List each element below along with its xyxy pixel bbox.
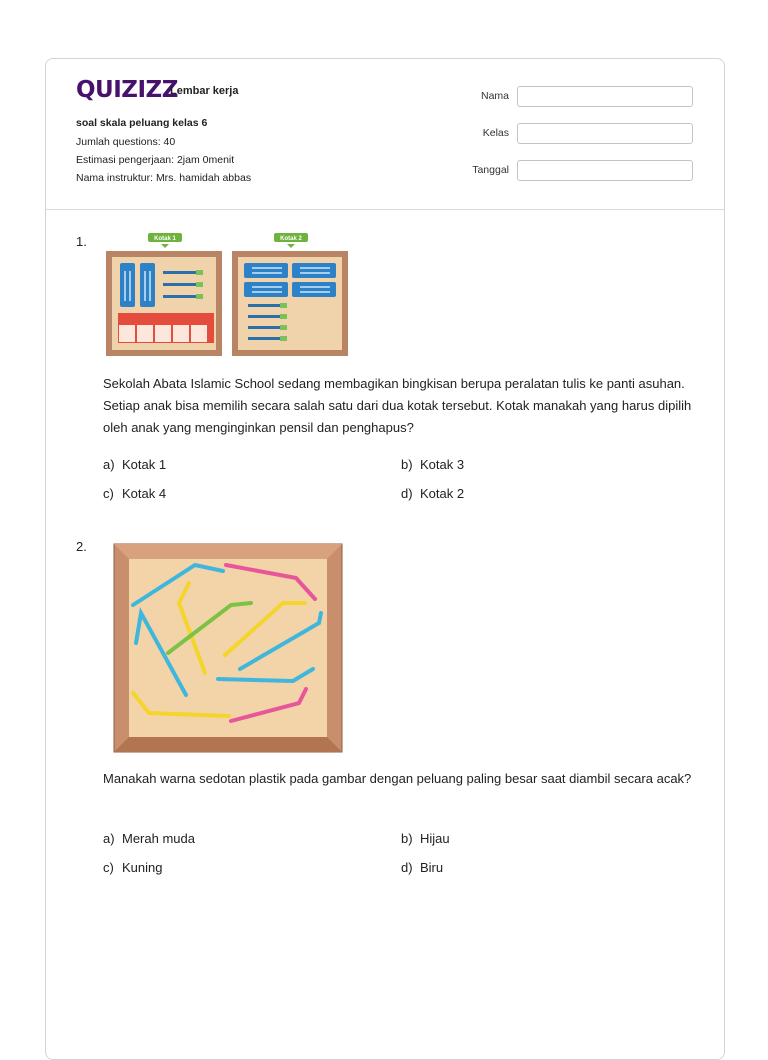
option-text: Kuning (122, 860, 163, 875)
worksheet-title: soal skala peluang kelas 6 (76, 117, 208, 129)
question-number: 2. (76, 539, 87, 554)
option-text: Kotak 1 (122, 457, 167, 472)
question-text: Manakah warna sedotan plastik pada gambar dengan peluang paling besar saat diambil secara acak? (103, 771, 692, 786)
option-a[interactable] (103, 831, 195, 846)
option-letter: c) (103, 486, 114, 501)
worksheet-header (46, 59, 724, 210)
option-b[interactable] (401, 457, 464, 472)
option-letter: d) (401, 860, 413, 875)
option-text: Merah muda (122, 831, 195, 846)
class-label: Kelas (482, 127, 509, 139)
question-text: Sekolah Abata Islamic School sedang membagikan bingkisan berupa peralatan tulis ke panti asuhan. Setiap anak bisa memilih secara salah satu dari dua kotak tersebut. Kotak manakah yang harus dipilih oleh anak yang menginginkan pensil dan penghapus? (103, 376, 692, 435)
option-letter: b) (401, 457, 413, 472)
option-text: Kotak 4 (122, 486, 167, 501)
option-letter: a) (103, 831, 115, 846)
box-1-label: Kotak 1 (154, 236, 176, 242)
box-1-tag (148, 233, 182, 248)
instructor-name: Nama instruktur: Mrs. hamidah abbas (76, 172, 252, 184)
option-d[interactable] (401, 860, 443, 875)
option-a[interactable] (103, 457, 166, 472)
option-text: Hijau (420, 831, 450, 846)
quizizz-logo: QUIZIZZ (76, 77, 178, 103)
option-text: Kotak 3 (420, 457, 465, 472)
option-letter: c) (103, 860, 114, 875)
worksheet-page (45, 58, 725, 1060)
date-label: Tanggal (472, 164, 509, 176)
date-field[interactable] (517, 160, 693, 181)
class-field[interactable] (517, 123, 693, 144)
box-2-tag (274, 233, 308, 248)
option-letter: d) (401, 486, 413, 501)
option-c[interactable] (103, 486, 166, 501)
option-text: Kotak 2 (420, 486, 465, 501)
option-b[interactable] (401, 831, 450, 846)
worksheet-label: Lembar kerja (170, 85, 239, 97)
question-count: Jumlah questions: 40 (76, 136, 176, 148)
option-text: Biru (420, 860, 444, 875)
straws-tray-image (113, 543, 343, 753)
stationery-boxes-image (104, 231, 354, 361)
time-estimate: Estimasi pengerjaan: 2jam 0menit (76, 154, 235, 166)
box-2 (232, 251, 348, 356)
box-1 (106, 251, 222, 356)
question-number: 1. (76, 234, 87, 249)
option-letter: b) (401, 831, 413, 846)
option-d[interactable] (401, 486, 464, 501)
name-field[interactable] (517, 86, 693, 107)
option-letter: a) (103, 457, 115, 472)
box-2-label: Kotak 2 (280, 236, 302, 242)
name-label: Nama (480, 90, 509, 102)
option-c[interactable] (103, 860, 162, 875)
